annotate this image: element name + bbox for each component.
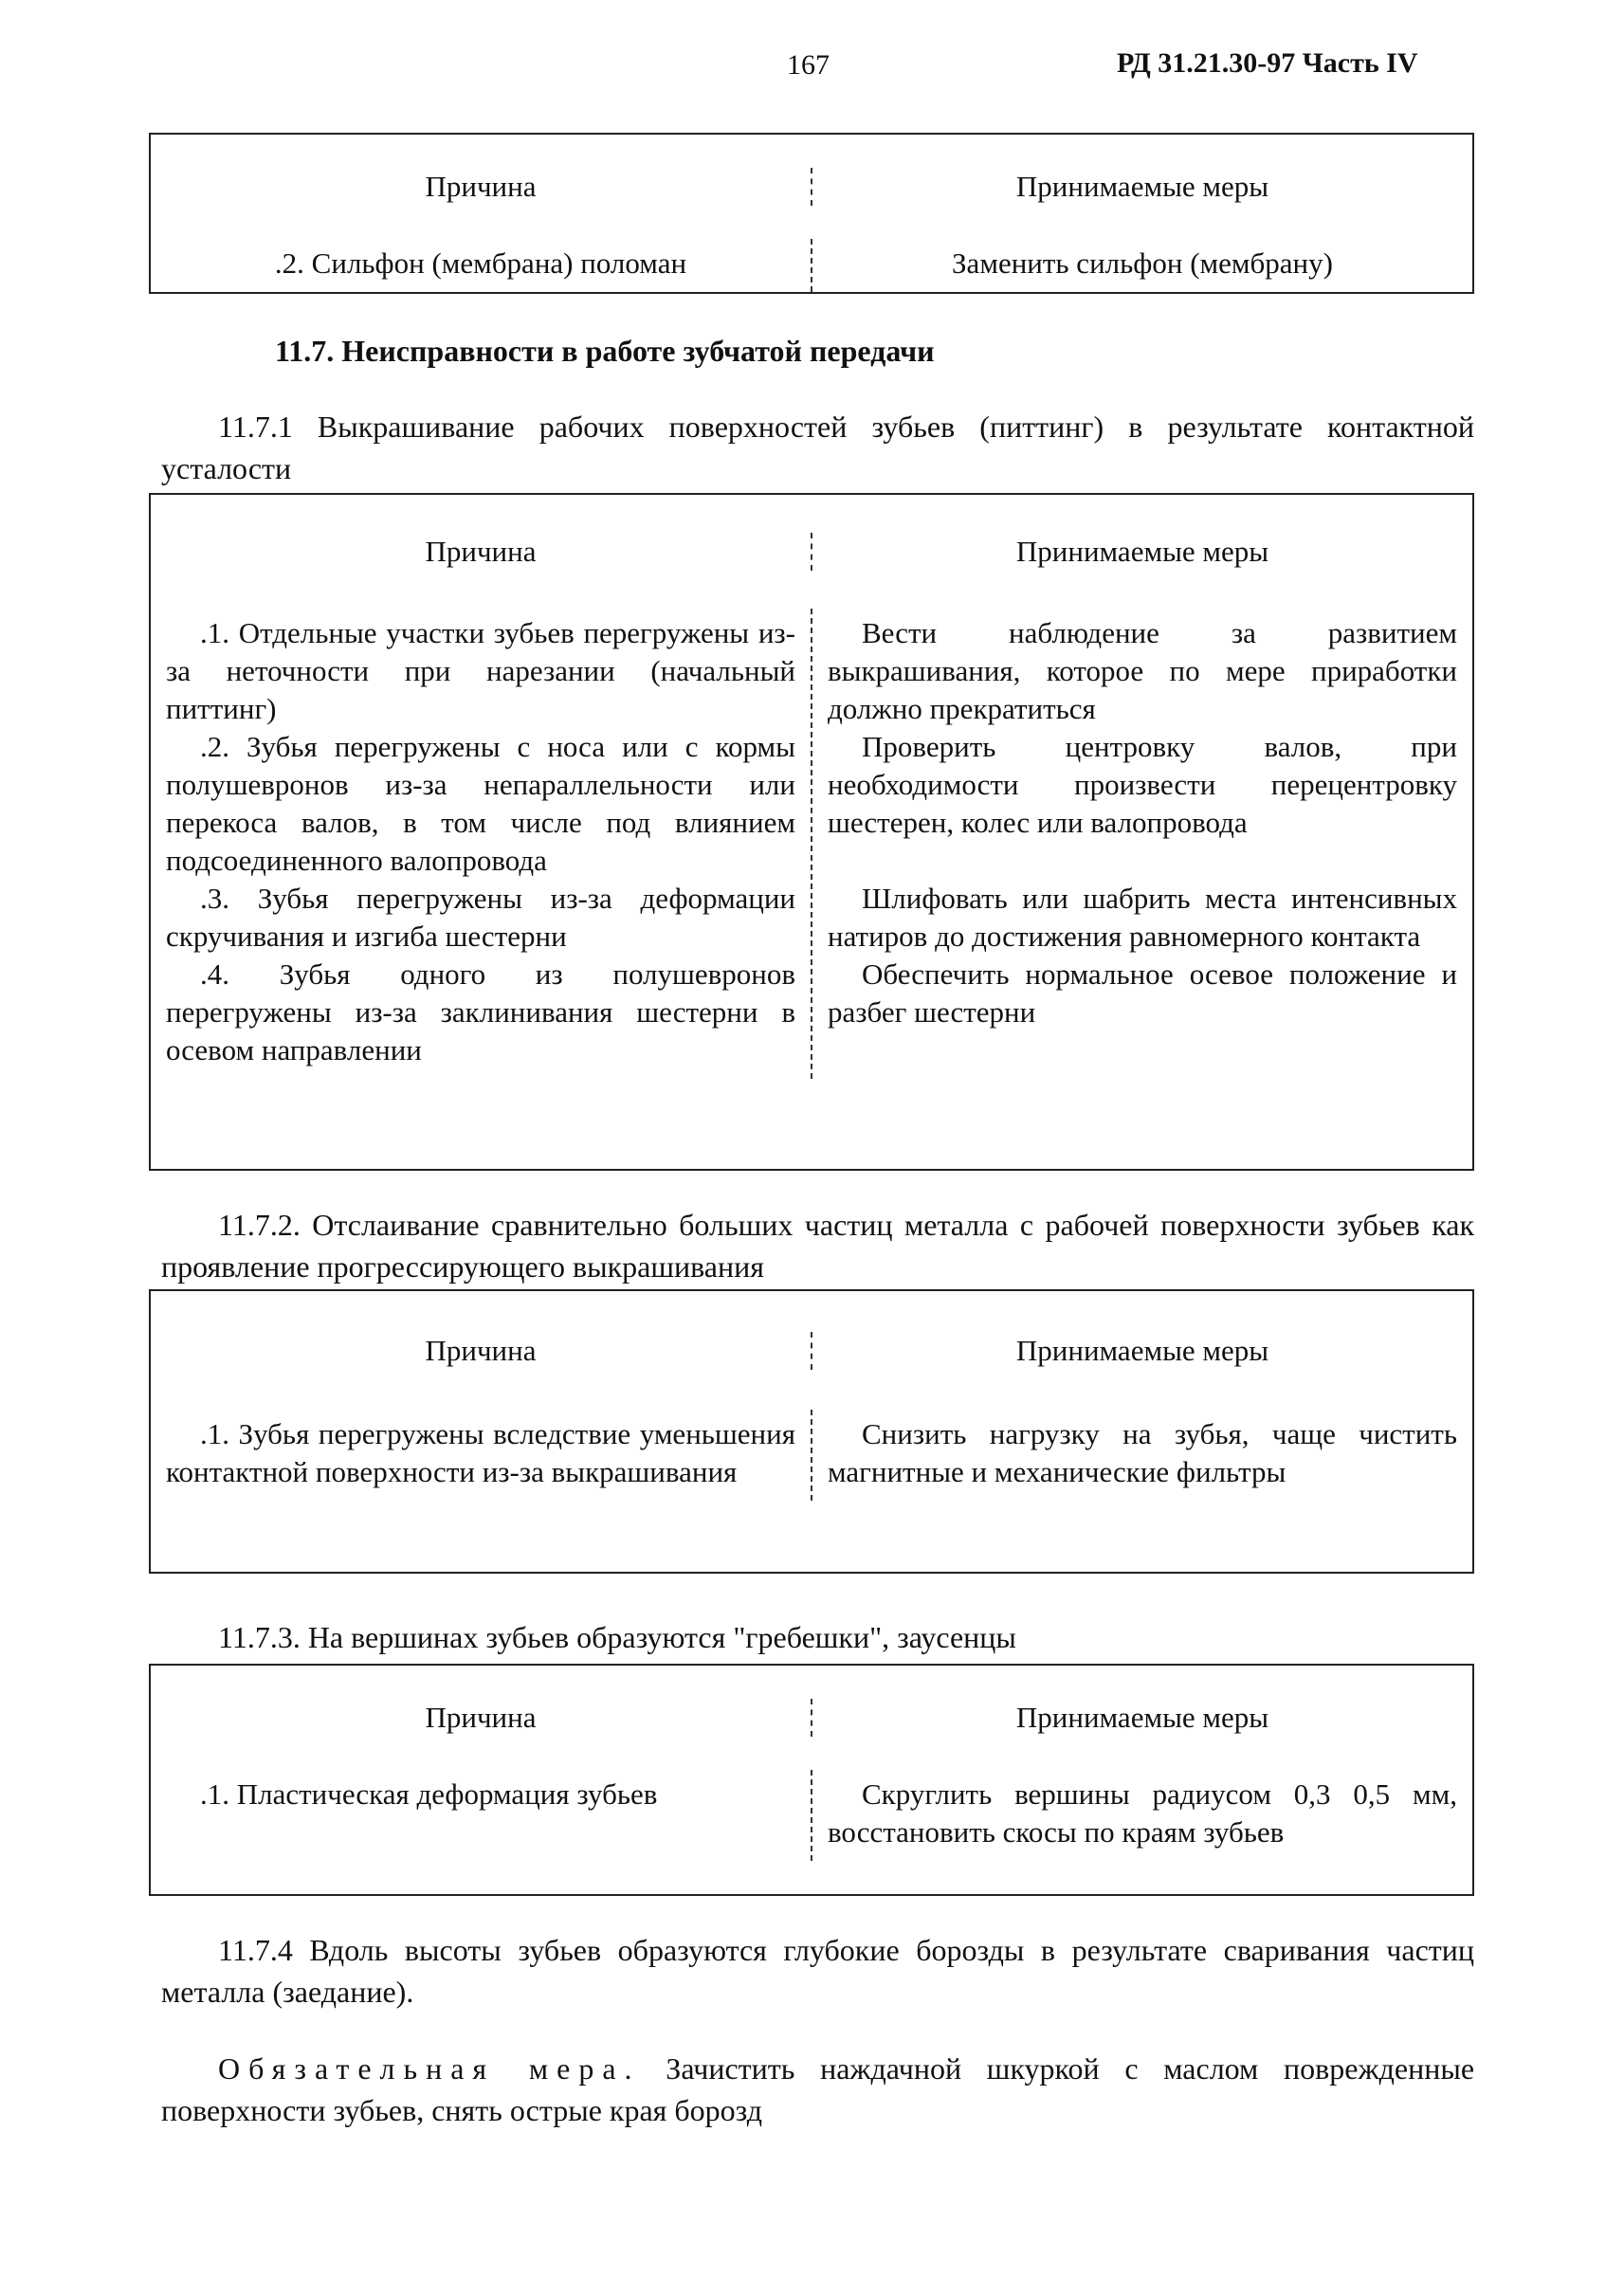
document-code: РД 31.21.30-97 Часть IV — [1117, 47, 1418, 79]
cause-item-1: .1. Отдельные участки зубьев перегружены из-за неточности при нарезании (начальный питтинг) — [166, 616, 795, 725]
cause-cell: .2. Сильфон (мембрана) поломан — [151, 239, 812, 292]
column-header-cause: Причина — [151, 1332, 812, 1370]
table-flaking — [149, 1289, 1474, 1574]
subsection-title-2: 11.7.2. Отслаивание сравнительно больших частиц металла с рабочей поверхности зубьев как проявление прогрессирующего выкрашивания — [161, 1208, 1474, 1284]
table-burrs — [149, 1664, 1474, 1896]
cause-cell: .1. Зубья перегружены вследствие уменьшения контактной поверхности из-за выкрашивания — [166, 1417, 795, 1488]
subsection-text-4: 11.7.4 Вдоль высоты зубьев образуются глубокие борозды в результате сваривания частиц металла (заедание). — [161, 1933, 1474, 2009]
subsection-title-3: 11.7.3. На вершинах зубьев образуются "гребешки", заусенцы — [218, 1620, 1016, 1654]
column-header-measures: Принимаемые меры — [1015, 170, 1269, 203]
section-title: 11.7. Неисправности в работе зубчатой передачи — [275, 334, 935, 368]
column-header-measures: Принимаемые меры — [1015, 1701, 1269, 1734]
column-header-measures: Принимаемые меры — [1015, 535, 1269, 568]
measure-item-3: Шлифовать или шабрить места интенсивных натиров до достижения равномерного контакта — [828, 882, 1457, 953]
measure-cell: Заменить сильфон (мембрану) — [952, 246, 1333, 280]
mandatory-measure-text: Зачистить наждачной шкуркой с маслом поврежденные поверхности зубьев, снять острые края борозд — [161, 2051, 1475, 2127]
measure-cell: Скруглить вершины радиусом 0,3 0,5 мм, восстановить скосы по краям зубьев — [828, 1777, 1457, 1849]
table-continuation — [149, 133, 1474, 294]
measure-item-4: Обеспечить нормальное осевое положение и разбег шестерни — [828, 957, 1457, 1029]
table-row — [151, 609, 1472, 1079]
measure-cell: Снизить нагрузку на зубья, чаще чистить магнитные и механические фильтры — [828, 1417, 1457, 1488]
table-row — [151, 1770, 1472, 1861]
measure-item-2: Проверить центровку валов, при необходимости произвести перецентровку шестерен, колес или валопровода — [828, 730, 1457, 839]
cause-item-3: .3. Зубья перегружены из-за деформации скручивания и изгиба шестерни — [166, 882, 795, 953]
column-header-cause: Причина — [151, 168, 812, 206]
mandatory-measure — [161, 2048, 1474, 2131]
column-header-measures: Принимаемые меры — [1015, 1333, 1269, 1367]
page-number: 167 — [787, 49, 830, 81]
mandatory-measure-label: Обязательная мера. — [218, 2051, 641, 2086]
table-pitting — [149, 493, 1474, 1171]
cause-cell: .1. Пластическая деформация зубьев — [200, 1777, 658, 1811]
cause-item-2: .2. Зубья перегружены с носа или с кормы полушевронов из-за непараллельности или перекоса валов, в том числе под влиянием подсоединенного валопровода — [166, 730, 795, 877]
column-header-cause: Причина — [151, 533, 812, 571]
table-row — [151, 239, 1472, 292]
measure-item-1: Вести наблюдение за развитием выкрашивания, которое по мере приработки должно прекратиться — [828, 616, 1457, 725]
column-header-cause: Причина — [151, 1699, 812, 1737]
cause-item-4: .4. Зубья одного из полушевронов перегружены из-за заклинивания шестерни в осевом направлении — [166, 957, 795, 1066]
table-row — [151, 1410, 1472, 1501]
subsection-title-1: 11.7.1 Выкрашивание рабочих поверхностей зубьев (питтинг) в результате контактной усталости — [161, 410, 1474, 485]
